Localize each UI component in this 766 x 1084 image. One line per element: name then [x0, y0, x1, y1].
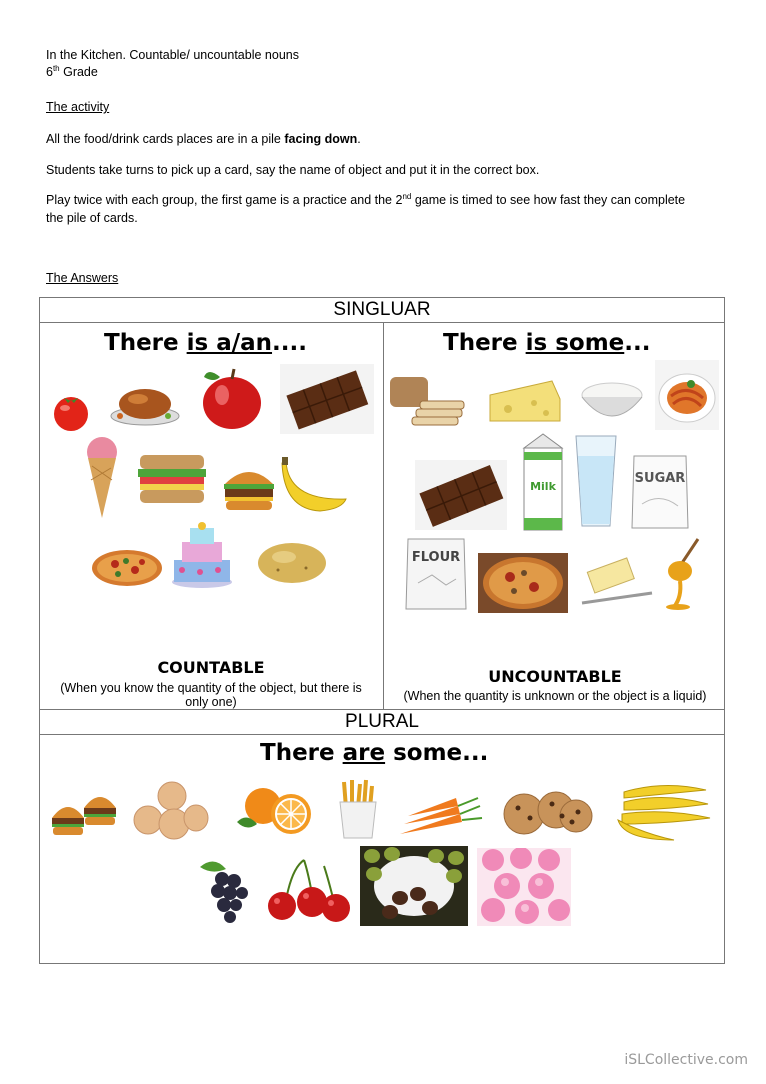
plural-title: PLURAL — [345, 711, 419, 732]
spaghetti-icon — [655, 360, 719, 430]
there-are-some-heading: There are some... — [260, 740, 489, 766]
ice-cream-icon — [82, 436, 122, 520]
olives-icon — [360, 846, 468, 926]
activity-paragraph-1: All the food/drink cards places are in a pile facing down. — [46, 132, 361, 146]
divider — [40, 322, 724, 323]
activity-paragraph-3-cont: the pile of cards. — [46, 211, 138, 225]
banana-icon — [280, 455, 352, 517]
oranges-icon — [233, 784, 323, 838]
eggs-icon — [130, 780, 210, 842]
flour-label: FLOUR — [411, 550, 461, 565]
divider — [40, 734, 724, 735]
sugar-bag-icon — [628, 452, 692, 532]
countable-note: (When you know the quantity of the object, but there is only one) — [60, 681, 362, 709]
grapes-icon — [194, 855, 256, 929]
chocolate-bar-icon — [280, 364, 374, 434]
chocolate-icon — [415, 460, 507, 530]
cupcakes-icon — [477, 848, 571, 926]
answers-heading: The Answers — [46, 271, 119, 285]
there-is-some-heading: There is some... — [443, 330, 651, 356]
milk-label: Milk — [530, 480, 556, 493]
roast-chicken-icon — [108, 380, 182, 428]
honey-icon — [660, 537, 704, 613]
worksheet-title: In the Kitchen. Countable/ uncountable nouns — [46, 48, 299, 62]
cookies-icon — [502, 790, 594, 836]
water-glass-icon — [572, 432, 620, 530]
carrots-icon — [396, 794, 484, 840]
tomato-icon — [50, 392, 92, 432]
fries-icon — [338, 778, 378, 840]
butter-icon — [578, 555, 654, 607]
apple-icon — [200, 365, 264, 431]
activity-heading: The activity — [46, 100, 110, 114]
column-divider — [383, 322, 384, 710]
sugar-label: SUGAR — [634, 471, 686, 486]
cheese-icon — [486, 375, 564, 427]
potato-icon — [256, 540, 328, 586]
burger-icon — [221, 462, 277, 514]
flour-bag-icon — [402, 535, 470, 613]
singular-title: SINGLUAR — [333, 299, 431, 320]
sandwich-icon — [136, 449, 208, 507]
burgers-icon — [50, 790, 122, 840]
countable-label: COUNTABLE — [157, 658, 265, 677]
bananas-icon — [614, 780, 712, 844]
activity-paragraph-2: Students take turns to pick up a card, say the name of object and put it in the correct box. — [46, 163, 540, 177]
pizza-slice-icon — [478, 553, 568, 613]
there-is-a-an-heading: There is a/an.... — [104, 330, 307, 356]
uncountable-label: UNCOUNTABLE — [488, 667, 622, 686]
bread-icon — [390, 373, 470, 431]
milk-carton-icon — [520, 432, 566, 532]
grade-line: 6th Grade — [46, 63, 98, 79]
watermark: iSLCollective.com — [624, 1052, 748, 1068]
pizza-icon — [90, 548, 164, 588]
divider — [40, 709, 724, 710]
cherries-icon — [264, 858, 354, 926]
cake-icon — [170, 520, 234, 590]
rice-icon — [578, 373, 646, 429]
uncountable-note: (When the quantity is unknown or the object is a liquid) — [403, 689, 707, 703]
activity-paragraph-3: Play twice with each group, the first game is a practice and the 2nd game is timed to see how fast they can complete — [46, 191, 686, 207]
